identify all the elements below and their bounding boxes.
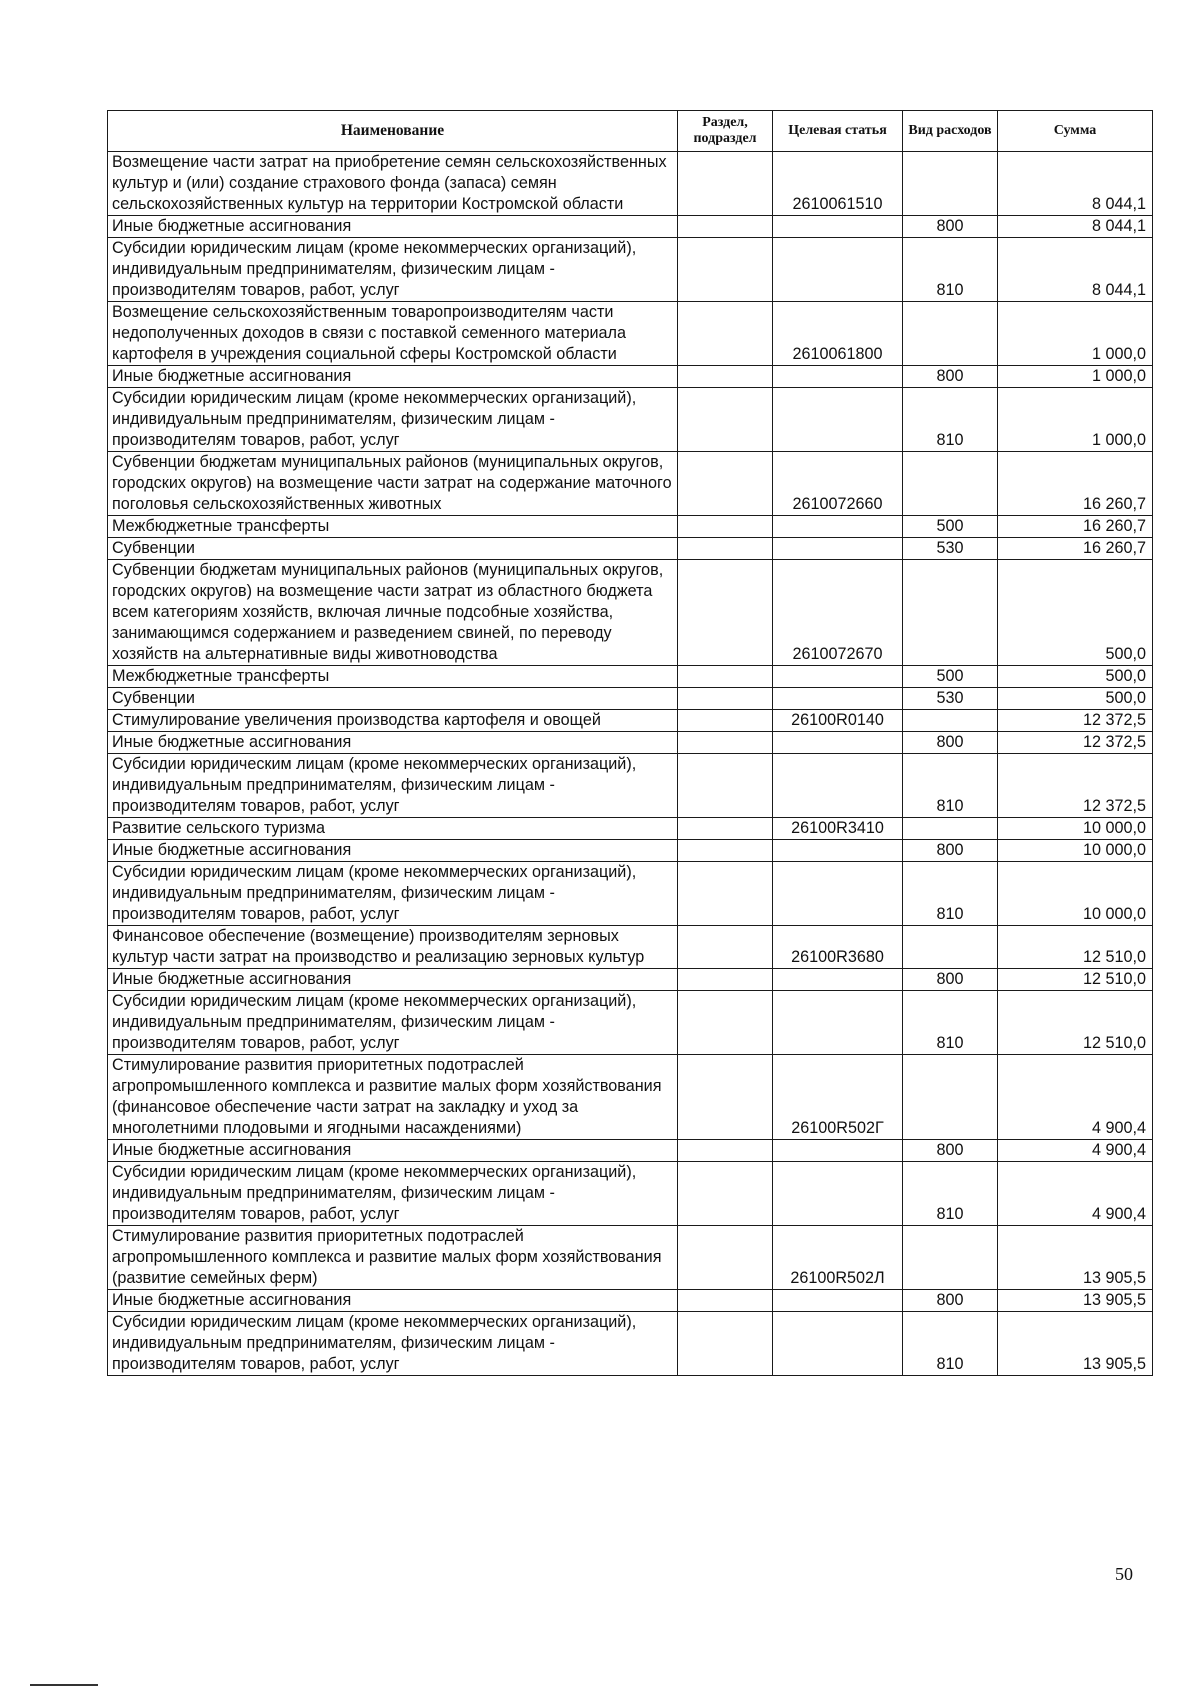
cell-amount: 4 900,4 — [998, 1055, 1153, 1140]
cell-amount: 500,0 — [998, 560, 1153, 666]
cell-razdel — [678, 1162, 773, 1226]
cell-target-article — [773, 991, 903, 1055]
cell-name: Субвенции — [108, 688, 678, 710]
cell-name: Субсидии юридическим лицам (кроме некоммерческих организаций), индивидуальным предпринимателям, физическим лицам - производителям товаров, работ, услуг — [108, 238, 678, 302]
cell-amount: 16 260,7 — [998, 452, 1153, 516]
table-row — [108, 516, 1153, 538]
cell-razdel — [678, 1226, 773, 1290]
cell-name: Иные бюджетные ассигнования — [108, 1140, 678, 1162]
table-row — [108, 216, 1153, 238]
cell-target-article: 2610061510 — [773, 152, 903, 216]
cell-razdel — [678, 991, 773, 1055]
table-row — [108, 560, 1153, 666]
cell-target-article — [773, 1312, 903, 1376]
cell-razdel — [678, 366, 773, 388]
cell-name: Иные бюджетные ассигнования — [108, 969, 678, 991]
cell-name: Субсидии юридическим лицам (кроме некоммерческих организаций), индивидуальным предпринимателям, физическим лицам - производителям товаров, работ, услуг — [108, 754, 678, 818]
cell-target-article — [773, 216, 903, 238]
table-row — [108, 1140, 1153, 1162]
cell-target-article — [773, 388, 903, 452]
cell-target-article — [773, 538, 903, 560]
cell-expense-type — [903, 302, 998, 366]
cell-razdel — [678, 216, 773, 238]
cell-expense-type: 810 — [903, 1312, 998, 1376]
cell-expense-type — [903, 710, 998, 732]
table-row — [108, 991, 1153, 1055]
cell-expense-type: 530 — [903, 688, 998, 710]
table-row — [108, 1290, 1153, 1312]
cell-target-article — [773, 862, 903, 926]
cell-amount: 8 044,1 — [998, 216, 1153, 238]
cell-name: Финансовое обеспечение (возмещение) производителям зерновых культур части затрат на производство и реализацию зерновых культур — [108, 926, 678, 969]
cell-razdel — [678, 688, 773, 710]
cell-target-article — [773, 1140, 903, 1162]
cell-expense-type: 800 — [903, 969, 998, 991]
cell-target-article — [773, 238, 903, 302]
cell-razdel — [678, 1290, 773, 1312]
cell-razdel — [678, 926, 773, 969]
cell-target-article: 2610072670 — [773, 560, 903, 666]
scan-artifact-line — [30, 1684, 98, 1686]
table-row — [108, 388, 1153, 452]
cell-name: Стимулирование развития приоритетных подотраслей агропромышленного комплекса и развитие малых форм хозяйствования (развитие семейных ферм) — [108, 1226, 678, 1290]
cell-expense-type: 530 — [903, 538, 998, 560]
cell-razdel — [678, 516, 773, 538]
cell-target-article: 26100R502Л — [773, 1226, 903, 1290]
cell-expense-type: 810 — [903, 388, 998, 452]
header-csr: Целевая статья — [773, 111, 903, 152]
table-row — [108, 818, 1153, 840]
cell-expense-type: 800 — [903, 216, 998, 238]
cell-expense-type: 810 — [903, 754, 998, 818]
cell-razdel — [678, 452, 773, 516]
cell-target-article — [773, 666, 903, 688]
cell-expense-type: 800 — [903, 732, 998, 754]
table-row — [108, 732, 1153, 754]
cell-name: Субвенции — [108, 538, 678, 560]
table-row — [108, 1055, 1153, 1140]
cell-razdel — [678, 969, 773, 991]
cell-razdel — [678, 238, 773, 302]
cell-expense-type — [903, 452, 998, 516]
budget-table — [107, 110, 1153, 1376]
cell-target-article — [773, 1290, 903, 1312]
cell-expense-type: 800 — [903, 366, 998, 388]
cell-name: Стимулирование увеличения производства картофеля и овощей — [108, 710, 678, 732]
cell-amount: 16 260,7 — [998, 538, 1153, 560]
cell-target-article — [773, 516, 903, 538]
cell-amount: 12 372,5 — [998, 710, 1153, 732]
cell-amount: 8 044,1 — [998, 152, 1153, 216]
header-sum: Сумма — [998, 111, 1153, 152]
cell-amount: 1 000,0 — [998, 388, 1153, 452]
cell-name: Развитие сельского туризма — [108, 818, 678, 840]
cell-razdel — [678, 1055, 773, 1140]
cell-expense-type: 800 — [903, 1290, 998, 1312]
table-row — [108, 238, 1153, 302]
cell-name: Стимулирование развития приоритетных подотраслей агропромышленного комплекса и развитие малых форм хозяйствования (финансовое обеспечение части затрат на закладку и уход за многолетними плодовыми и ягодными насаждениями) — [108, 1055, 678, 1140]
cell-target-article: 26100R502Г — [773, 1055, 903, 1140]
cell-target-article — [773, 840, 903, 862]
cell-amount: 8 044,1 — [998, 238, 1153, 302]
cell-expense-type — [903, 818, 998, 840]
cell-razdel — [678, 862, 773, 926]
table-row — [108, 302, 1153, 366]
cell-expense-type — [903, 1226, 998, 1290]
cell-target-article — [773, 1162, 903, 1226]
table-header — [108, 111, 1153, 152]
cell-name: Иные бюджетные ассигнования — [108, 840, 678, 862]
cell-amount: 4 900,4 — [998, 1162, 1153, 1226]
table-row — [108, 366, 1153, 388]
cell-name: Субсидии юридическим лицам (кроме некоммерческих организаций), индивидуальным предпринимателям, физическим лицам - производителям товаров, работ, услуг — [108, 991, 678, 1055]
cell-amount: 10 000,0 — [998, 840, 1153, 862]
cell-target-article — [773, 969, 903, 991]
cell-name: Иные бюджетные ассигнования — [108, 1290, 678, 1312]
cell-razdel — [678, 818, 773, 840]
cell-amount: 10 000,0 — [998, 818, 1153, 840]
cell-expense-type: 800 — [903, 1140, 998, 1162]
cell-target-article — [773, 754, 903, 818]
table-row — [108, 152, 1153, 216]
cell-target-article: 26100R3680 — [773, 926, 903, 969]
cell-amount: 13 905,5 — [998, 1312, 1153, 1376]
table-body — [108, 152, 1153, 1376]
cell-name: Иные бюджетные ассигнования — [108, 732, 678, 754]
cell-expense-type: 810 — [903, 238, 998, 302]
cell-expense-type — [903, 152, 998, 216]
cell-amount: 13 905,5 — [998, 1226, 1153, 1290]
table-row — [108, 926, 1153, 969]
table-row — [108, 1312, 1153, 1376]
cell-razdel — [678, 560, 773, 666]
cell-expense-type: 810 — [903, 991, 998, 1055]
table-row — [108, 710, 1153, 732]
table-row — [108, 754, 1153, 818]
cell-expense-type: 810 — [903, 862, 998, 926]
cell-expense-type: 500 — [903, 516, 998, 538]
table-row — [108, 1226, 1153, 1290]
cell-target-article: 26100R0140 — [773, 710, 903, 732]
table-row — [108, 862, 1153, 926]
cell-target-article — [773, 732, 903, 754]
cell-amount: 12 510,0 — [998, 991, 1153, 1055]
cell-name: Иные бюджетные ассигнования — [108, 366, 678, 388]
cell-amount: 12 372,5 — [998, 732, 1153, 754]
cell-target-article — [773, 366, 903, 388]
page-number: 50 — [1115, 1564, 1133, 1584]
cell-expense-type — [903, 926, 998, 969]
cell-name: Межбюджетные трансферты — [108, 516, 678, 538]
cell-target-article — [773, 688, 903, 710]
table-row — [108, 452, 1153, 516]
table-row — [108, 840, 1153, 862]
cell-name: Субсидии юридическим лицам (кроме некоммерческих организаций), индивидуальным предпринимателям, физическим лицам - производителям товаров, работ, услуг — [108, 862, 678, 926]
header-name: Наименование — [108, 111, 678, 152]
cell-amount: 1 000,0 — [998, 366, 1153, 388]
cell-amount: 10 000,0 — [998, 862, 1153, 926]
table-header-row — [108, 111, 1153, 152]
cell-amount: 500,0 — [998, 688, 1153, 710]
cell-amount: 4 900,4 — [998, 1140, 1153, 1162]
cell-amount: 12 372,5 — [998, 754, 1153, 818]
header-razdel: Раздел, подраздел — [678, 111, 773, 152]
cell-razdel — [678, 1312, 773, 1376]
cell-razdel — [678, 840, 773, 862]
cell-amount: 13 905,5 — [998, 1290, 1153, 1312]
cell-razdel — [678, 666, 773, 688]
cell-expense-type: 500 — [903, 666, 998, 688]
cell-name: Иные бюджетные ассигнования — [108, 216, 678, 238]
cell-name: Возмещение сельскохозяйственным товаропроизводителям части недополученных доходов в связи с поставкой семенного материала картофеля в учреждения социальной сферы Костромской области — [108, 302, 678, 366]
cell-amount: 500,0 — [998, 666, 1153, 688]
table-row — [108, 1162, 1153, 1226]
cell-target-article: 2610072660 — [773, 452, 903, 516]
cell-razdel — [678, 754, 773, 818]
cell-expense-type — [903, 1055, 998, 1140]
cell-razdel — [678, 302, 773, 366]
cell-name: Межбюджетные трансферты — [108, 666, 678, 688]
cell-target-article: 2610061800 — [773, 302, 903, 366]
cell-amount: 16 260,7 — [998, 516, 1153, 538]
table-row — [108, 666, 1153, 688]
cell-name: Субсидии юридическим лицам (кроме некоммерческих организаций), индивидуальным предпринимателям, физическим лицам - производителям товаров, работ, услуг — [108, 1312, 678, 1376]
cell-razdel — [678, 152, 773, 216]
header-vr: Вид расходов — [903, 111, 998, 152]
table-row — [108, 688, 1153, 710]
cell-name: Субвенции бюджетам муниципальных районов (муниципальных округов, городских округов) на возмещение части затрат на содержание маточного поголовья сельскохозяйственных животных — [108, 452, 678, 516]
cell-target-article: 26100R3410 — [773, 818, 903, 840]
table-row — [108, 969, 1153, 991]
cell-amount: 1 000,0 — [998, 302, 1153, 366]
cell-amount: 12 510,0 — [998, 969, 1153, 991]
cell-razdel — [678, 538, 773, 560]
cell-expense-type: 800 — [903, 840, 998, 862]
cell-expense-type: 810 — [903, 1162, 998, 1226]
cell-name: Субвенции бюджетам муниципальных районов (муниципальных округов, городских округов) на возмещение части затрат из областного бюджета всем категориям хозяйств, включая личные подсобные хозяйства, занимающимся содержанием и разведением свиней, по переводу хозяйств на альтернативные виды животноводства — [108, 560, 678, 666]
cell-name: Субсидии юридическим лицам (кроме некоммерческих организаций), индивидуальным предпринимателям, физическим лицам - производителям товаров, работ, услуг — [108, 1162, 678, 1226]
cell-name: Возмещение части затрат на приобретение семян сельскохозяйственных культур и (или) создание страхового фонда (запаса) семян сельскохозяйственных культур на территории Костромской области — [108, 152, 678, 216]
cell-amount: 12 510,0 — [998, 926, 1153, 969]
cell-name: Субсидии юридическим лицам (кроме некоммерческих организаций), индивидуальным предпринимателям, физическим лицам - производителям товаров, работ, услуг — [108, 388, 678, 452]
cell-expense-type — [903, 560, 998, 666]
cell-razdel — [678, 710, 773, 732]
cell-razdel — [678, 388, 773, 452]
cell-razdel — [678, 1140, 773, 1162]
table-row — [108, 538, 1153, 560]
cell-razdel — [678, 732, 773, 754]
